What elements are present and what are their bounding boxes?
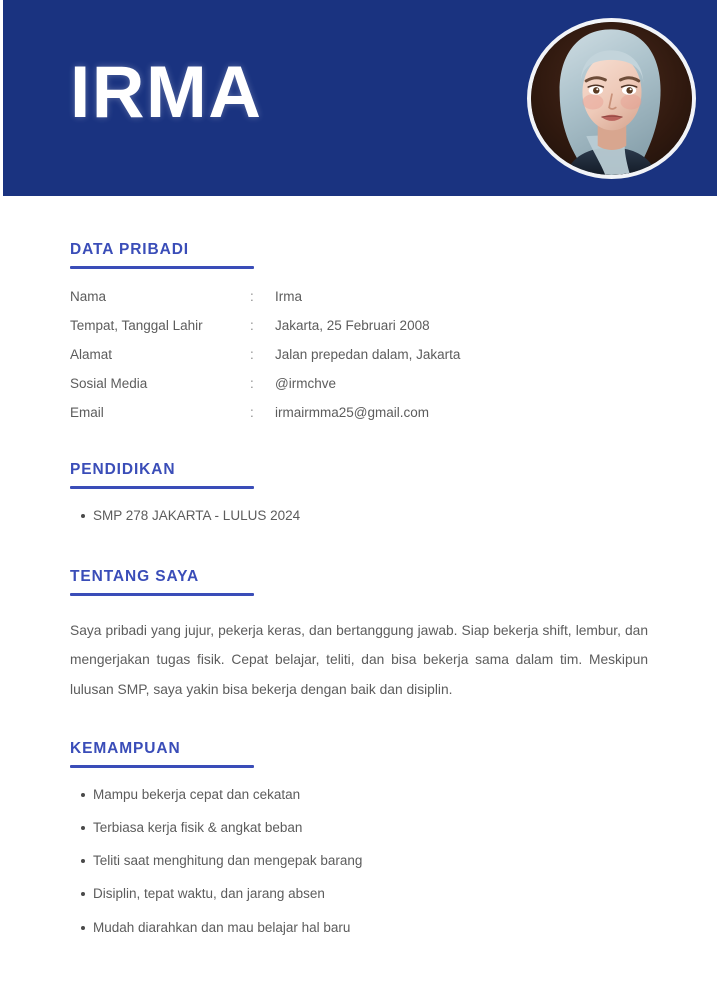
personal-value: @irmchve bbox=[275, 375, 336, 391]
personal-value: Jalan prepedan dalam, Jakarta bbox=[275, 346, 461, 362]
table-row bbox=[0, 318, 460, 347]
page-title: IRMA bbox=[70, 52, 263, 133]
table-row bbox=[0, 289, 460, 318]
education-list bbox=[0, 507, 717, 525]
section-divider bbox=[70, 266, 254, 269]
personal-data-table bbox=[0, 289, 460, 433]
personal-value: Irma bbox=[275, 289, 302, 305]
personal-separator: : bbox=[250, 317, 254, 333]
section-divider bbox=[70, 486, 254, 489]
cv-body bbox=[0, 196, 717, 952]
section-heading-personal-data: DATA PRIBADI bbox=[70, 241, 190, 258]
personal-value: irmairmma25@gmail.com bbox=[275, 404, 429, 420]
avatar bbox=[527, 18, 696, 179]
personal-label: Sosial Media bbox=[70, 375, 148, 391]
list-item: Mudah diarahkan dan mau belajar hal baru bbox=[93, 919, 717, 937]
personal-label: Nama bbox=[70, 289, 107, 305]
list-item: Mampu bekerja cepat dan cekatan bbox=[93, 786, 717, 804]
personal-separator: : bbox=[250, 289, 254, 305]
about-paragraph: Saya pribadi yang jujur, pekerja keras, dan bertanggung jawab. Siap bekerja shift, lembur, dan mengerjakan tugas fisik. Cepat belajar, teliti, dan bisa bekerja sama dalam tim. Meskipun lulusan SMP, saya yakin bisa bekerja dengan baik dan disiplin. bbox=[70, 622, 648, 698]
list-item: Teliti saat menghitung dan mengepak barang bbox=[93, 852, 717, 870]
section-divider bbox=[70, 593, 254, 596]
personal-separator: : bbox=[250, 404, 254, 420]
section-heading-skills: KEMAMPUAN bbox=[70, 739, 181, 757]
personal-separator: : bbox=[250, 346, 254, 362]
section-heading-about: TENTANG SAYA bbox=[70, 567, 200, 585]
section-about bbox=[0, 526, 717, 705]
list-item: Terbiasa kerja fisik & angkat beban bbox=[93, 819, 717, 837]
section-heading-education: PENDIDIKAN bbox=[70, 461, 176, 479]
list-item: SMP 278 JAKARTA - LULUS 2024 bbox=[93, 507, 717, 525]
personal-value: Jakarta, 25 Februari 2008 bbox=[275, 317, 430, 333]
personal-separator: : bbox=[250, 375, 254, 391]
section-skills bbox=[0, 705, 717, 937]
section-divider bbox=[70, 765, 254, 768]
skills-list bbox=[0, 786, 717, 937]
personal-label: Email bbox=[70, 404, 104, 420]
list-item: Disiplin, tepat waktu, dan jarang absen bbox=[93, 885, 717, 903]
table-row bbox=[0, 405, 460, 434]
section-personal-data bbox=[0, 196, 717, 433]
table-row bbox=[0, 376, 460, 405]
profile-photo-image bbox=[531, 22, 692, 175]
section-education bbox=[0, 433, 717, 525]
personal-label: Tempat, Tanggal Lahir bbox=[70, 317, 203, 333]
header-banner bbox=[3, 0, 717, 196]
table-row bbox=[0, 347, 460, 376]
personal-label: Alamat bbox=[70, 346, 113, 362]
